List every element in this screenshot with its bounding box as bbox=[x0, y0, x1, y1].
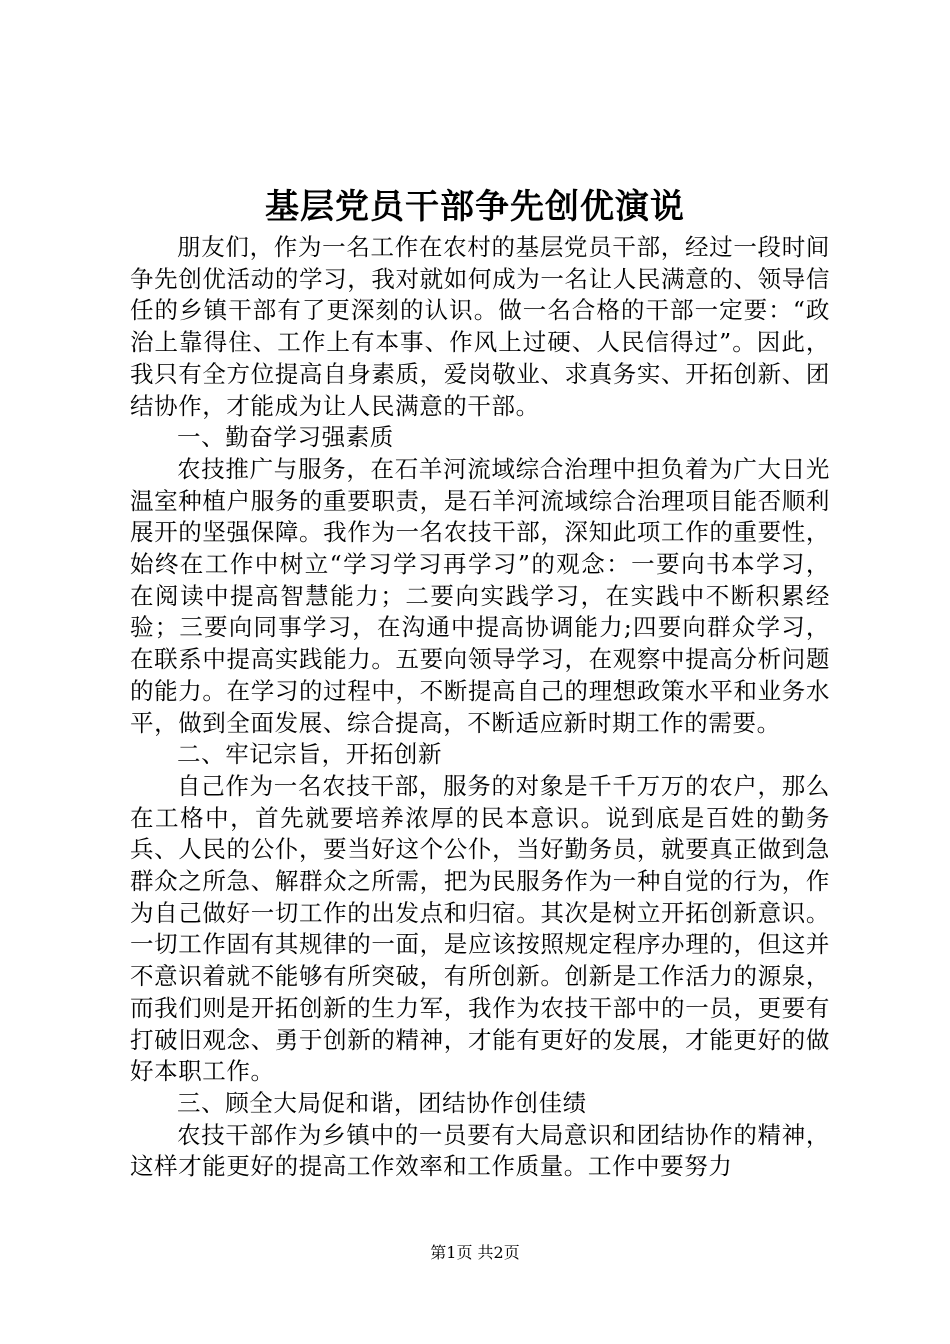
page-footer: 第1页 共2页 bbox=[430, 1243, 520, 1262]
paragraph-section-1: 农技推广与服务，在石羊河流域综合治理中担负着为广大日光温室种植户服务的重要职责，是石羊河流域综合治理项目能否顺利展开的坚强保障。我作为一名农技干部，深知此项工作的重要性，始终在工作中树立“学习学习再学习”的观念：一要向书本学习，在阅读中提高智慧能力；二要向实践学习，在实践中不断积累经验；三要向同事学习，在沟通中提高协调能力;四要向群众学习，在联系中提高实践能力。五要向领导学习，在观察中提高分析问题的能力。在学习的过程中，不断提高自己的理想政策水平和业务水平，做到全面发展、综合提高，不断适应新时期工作的需要。 bbox=[130, 454, 830, 737]
document-title: 基层党员干部争先创优演说 bbox=[265, 187, 685, 227]
section-heading-1: 一、勤奋学习强素质 bbox=[177, 423, 394, 452]
document-body bbox=[130, 232, 830, 1183]
paragraph-section-3: 农技干部作为乡镇中的一员要有大局意识和团结协作的精神，这样才能更好的提高工作效率和工作质量。工作中要努力 bbox=[130, 1120, 830, 1181]
section-heading-3: 三、顾全大局促和谐，团结协作创佳绩 bbox=[177, 1088, 587, 1117]
paragraph-section-2: 自己作为一名农技干部，服务的对象是千千万万的农户，那么在工格中，首先就要培养浓厚的民本意识。说到底是百姓的勤务兵、人民的公仆，要当好这个公仆，当好勤务员，就要真正做到急群众之所急、解群众之所需，把为民服务作为一种自觉的行为，作为自己做好一切工作的出发点和归宿。其次是树立开拓创新意识。一切工作固有其规律的一面，是应该按照规定程序办理的，但这并不意识着就不能够有所突破，有所创新。创新是工作活力的源泉，而我们则是开拓创新的生力军，我作为农技干部中的一员，更要有打破旧观念、勇于创新的精神，才能有更好的发展，才能更好的做好本职工作。 bbox=[130, 771, 830, 1086]
section-heading-2: 二、牢记宗旨，开拓创新 bbox=[177, 740, 443, 769]
paragraph-intro: 朋友们，作为一名工作在农村的基层党员干部，经过一段时间争先创优活动的学习，我对就如何成为一名让人民满意的、领导信任的乡镇干部有了更深刻的认识。做一名合格的干部一定要：“政治上靠得住、工作上有本事、作风上过硬、人民信得过”。因此，我只有全方位提高自身素质，爱岗敬业、求真务实、开拓创新、团结协作，才能成为让人民满意的干部。 bbox=[130, 233, 830, 420]
